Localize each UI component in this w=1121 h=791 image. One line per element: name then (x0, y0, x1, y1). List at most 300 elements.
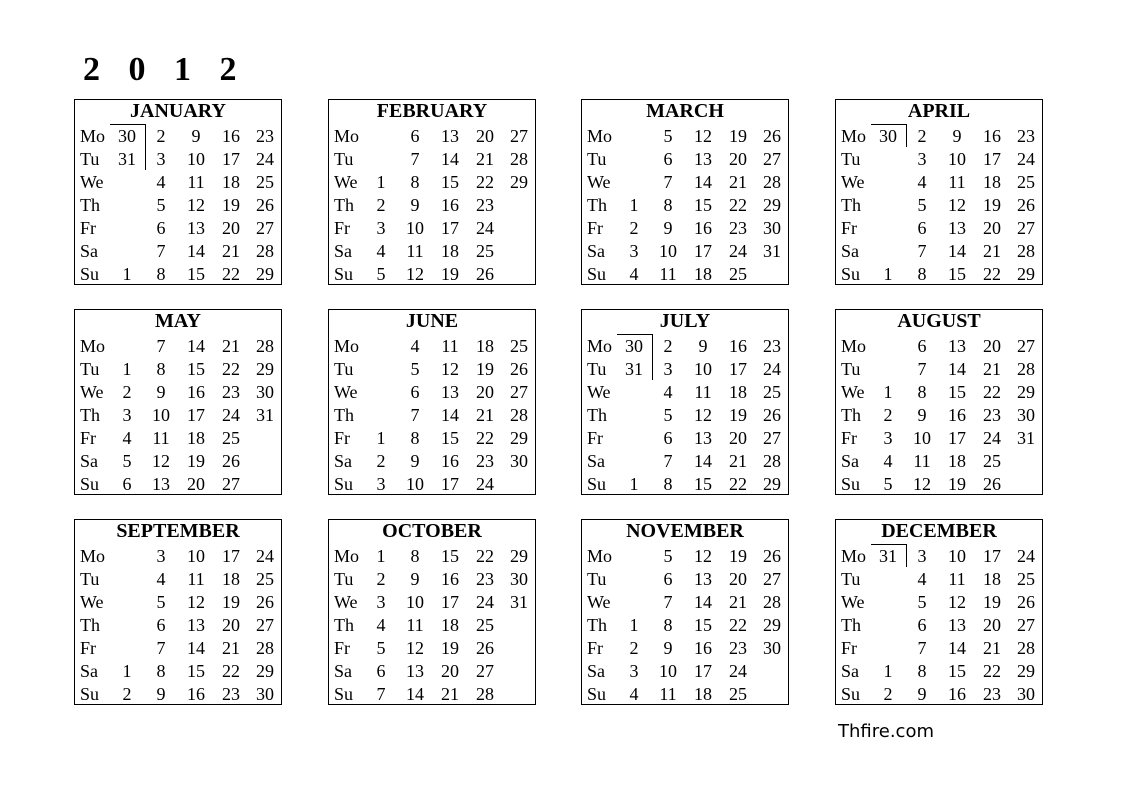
date-cell: 21 (222, 241, 240, 261)
date-cell: 10 (913, 428, 931, 448)
date-cell: 31 (118, 149, 136, 169)
weekday-label: Sa (80, 241, 98, 261)
weekday-label: We (841, 172, 865, 192)
date-cell: 8 (410, 172, 420, 192)
date-cell: 23 (476, 451, 494, 471)
weekday-label: Sa (841, 241, 859, 261)
date-cell: 2 (883, 405, 893, 425)
month-name: SEPTEMBER (116, 520, 240, 542)
date-cell: 27 (256, 615, 274, 635)
date-cell: 12 (694, 126, 712, 146)
date-cell: 4 (629, 684, 639, 704)
date-cell: 17 (729, 359, 747, 379)
date-cell: 19 (983, 195, 1001, 215)
date-cell: 26 (983, 474, 1001, 494)
week-row (75, 473, 281, 496)
week-row (75, 171, 281, 194)
overflow-marker-top (871, 124, 906, 125)
date-cell: 18 (983, 172, 1001, 192)
week-row (75, 240, 281, 263)
date-cell: 3 (156, 149, 166, 169)
date-cell: 26 (1017, 592, 1035, 612)
date-cell: 14 (187, 336, 205, 356)
date-cell: 18 (476, 336, 494, 356)
date-cell: 20 (729, 569, 747, 589)
weekday-label: Fr (80, 218, 97, 238)
date-cell: 23 (983, 684, 1001, 704)
week-row (582, 217, 788, 240)
weekday-label: Su (334, 264, 354, 284)
weekday-label: Su (80, 684, 100, 704)
weekday-label: Mo (841, 126, 867, 146)
overflow-marker-side (652, 334, 653, 380)
date-cell: 10 (659, 661, 677, 681)
week-row (75, 545, 281, 568)
date-cell: 2 (917, 126, 927, 146)
date-cell: 16 (222, 126, 240, 146)
date-cell: 1 (122, 359, 132, 379)
week-row (836, 545, 1042, 568)
weekday-label: Mo (587, 546, 613, 566)
date-cell: 3 (122, 405, 132, 425)
weekday-label: Su (841, 264, 861, 284)
date-cell: 12 (694, 546, 712, 566)
date-cell: 2 (122, 382, 132, 402)
weekday-label: Sa (587, 451, 605, 471)
date-cell: 15 (441, 428, 459, 448)
week-row (329, 660, 535, 683)
date-cell: 5 (917, 195, 927, 215)
date-cell: 7 (663, 172, 673, 192)
date-cell: 29 (1017, 661, 1035, 681)
week-row (582, 614, 788, 637)
date-cell: 5 (410, 359, 420, 379)
date-cell: 12 (187, 592, 205, 612)
date-cell: 22 (222, 661, 240, 681)
date-cell: 4 (629, 264, 639, 284)
month-name: DECEMBER (881, 520, 997, 542)
week-row (329, 450, 535, 473)
date-cell: 11 (913, 451, 931, 471)
weekday-label: Fr (841, 428, 858, 448)
date-cell: 21 (729, 592, 747, 612)
weekday-label: We (841, 382, 865, 402)
date-cell: 5 (663, 126, 673, 146)
date-cell: 30 (1017, 405, 1035, 425)
date-cell: 31 (625, 359, 643, 379)
date-cell: 17 (948, 428, 966, 448)
weekday-label: We (334, 382, 358, 402)
date-cell: 14 (948, 359, 966, 379)
week-row (75, 217, 281, 240)
weekday-label: Su (587, 474, 607, 494)
date-cell: 3 (629, 661, 639, 681)
date-cell: 9 (410, 451, 420, 471)
week-row (75, 568, 281, 591)
date-cell: 5 (917, 592, 927, 612)
weekday-label: Mo (841, 546, 867, 566)
date-cell: 16 (187, 382, 205, 402)
date-cell: 21 (441, 684, 459, 704)
weekday-label: Sa (841, 661, 859, 681)
date-cell: 26 (510, 359, 528, 379)
date-cell: 25 (476, 615, 494, 635)
date-cell: 8 (663, 474, 673, 494)
date-cell: 4 (883, 451, 893, 471)
weekday-label: Th (334, 405, 354, 425)
date-cell: 25 (729, 264, 747, 284)
date-cell: 12 (152, 451, 170, 471)
date-cell: 7 (917, 359, 927, 379)
date-cell: 22 (729, 474, 747, 494)
date-cell: 19 (948, 474, 966, 494)
date-cell: 1 (629, 474, 639, 494)
date-cell: 11 (441, 336, 459, 356)
date-cell: 26 (763, 405, 781, 425)
date-cell: 19 (441, 638, 459, 658)
month-february (328, 99, 536, 285)
date-cell: 22 (222, 264, 240, 284)
date-cell: 18 (694, 264, 712, 284)
week-row (836, 427, 1042, 450)
date-cell: 11 (187, 569, 205, 589)
date-cell: 24 (256, 149, 274, 169)
date-cell: 30 (256, 382, 274, 402)
date-cell: 8 (156, 661, 166, 681)
week-row (582, 171, 788, 194)
date-cell: 30 (510, 569, 528, 589)
date-cell: 26 (256, 592, 274, 612)
week-row (329, 358, 535, 381)
date-cell: 14 (948, 638, 966, 658)
date-cell: 19 (729, 546, 747, 566)
week-row (329, 591, 535, 614)
date-cell: 14 (406, 684, 424, 704)
date-cell: 10 (406, 474, 424, 494)
date-cell: 28 (763, 592, 781, 612)
month-name: FEBRUARY (376, 100, 488, 122)
date-cell: 21 (983, 638, 1001, 658)
weekday-label: Sa (334, 661, 352, 681)
weekday-label: Su (334, 474, 354, 494)
date-cell: 16 (729, 336, 747, 356)
date-cell: 11 (187, 172, 205, 192)
week-row (75, 194, 281, 217)
date-cell: 21 (476, 405, 494, 425)
date-cell: 9 (156, 382, 166, 402)
date-cell: 15 (948, 382, 966, 402)
date-cell: 30 (879, 126, 897, 146)
week-row (836, 194, 1042, 217)
date-cell: 15 (694, 615, 712, 635)
date-cell: 15 (187, 661, 205, 681)
week-row (329, 614, 535, 637)
date-cell: 11 (694, 382, 712, 402)
date-cell: 1 (376, 172, 386, 192)
weekday-label: Sa (587, 661, 605, 681)
weekday-label: Fr (334, 638, 351, 658)
date-cell: 11 (948, 172, 966, 192)
weekday-label: Mo (80, 336, 106, 356)
weekday-label: Th (587, 405, 607, 425)
date-cell: 20 (983, 336, 1001, 356)
weekday-label: Sa (587, 241, 605, 261)
date-cell: 13 (948, 615, 966, 635)
date-cell: 1 (883, 661, 893, 681)
date-cell: 28 (1017, 241, 1035, 261)
date-cell: 28 (1017, 359, 1035, 379)
date-cell: 27 (256, 218, 274, 238)
date-cell: 11 (948, 569, 966, 589)
date-cell: 1 (883, 264, 893, 284)
weekday-label: Tu (80, 149, 100, 169)
weekday-label: Mo (841, 336, 867, 356)
date-cell: 3 (917, 546, 927, 566)
date-cell: 20 (441, 661, 459, 681)
date-cell: 10 (948, 546, 966, 566)
date-cell: 27 (763, 428, 781, 448)
overflow-marker-side (906, 124, 907, 147)
date-cell: 12 (406, 638, 424, 658)
week-row (836, 614, 1042, 637)
week-row (836, 381, 1042, 404)
date-cell: 12 (187, 195, 205, 215)
date-cell: 25 (1017, 569, 1035, 589)
date-cell: 8 (663, 195, 673, 215)
date-cell: 12 (948, 592, 966, 612)
week-row (836, 637, 1042, 660)
date-cell: 19 (441, 264, 459, 284)
overflow-marker-top (871, 544, 906, 545)
date-cell: 4 (917, 569, 927, 589)
date-cell: 14 (694, 172, 712, 192)
weekday-label: Th (80, 195, 100, 215)
date-cell: 18 (187, 428, 205, 448)
weekday-label: Mo (587, 126, 613, 146)
weekday-label: We (80, 382, 104, 402)
month-name: NOVEMBER (626, 520, 744, 542)
date-cell: 24 (729, 661, 747, 681)
date-cell: 29 (1017, 382, 1035, 402)
weekday-label: Fr (587, 428, 604, 448)
date-cell: 15 (187, 359, 205, 379)
date-cell: 29 (510, 172, 528, 192)
month-name: APRIL (907, 100, 971, 122)
date-cell: 2 (122, 684, 132, 704)
week-row (329, 473, 535, 496)
date-cell: 19 (476, 359, 494, 379)
date-cell: 20 (222, 615, 240, 635)
week-row (582, 591, 788, 614)
week-row (329, 404, 535, 427)
date-cell: 22 (983, 661, 1001, 681)
date-cell: 18 (729, 382, 747, 402)
date-cell: 28 (476, 684, 494, 704)
date-cell: 8 (410, 546, 420, 566)
date-cell: 30 (625, 336, 643, 356)
date-cell: 22 (983, 264, 1001, 284)
date-cell: 5 (122, 451, 132, 471)
date-cell: 21 (983, 359, 1001, 379)
date-cell: 10 (694, 359, 712, 379)
date-cell: 27 (763, 569, 781, 589)
week-row (836, 240, 1042, 263)
date-cell: 14 (187, 638, 205, 658)
date-cell: 8 (917, 382, 927, 402)
date-cell: 13 (406, 661, 424, 681)
date-cell: 18 (694, 684, 712, 704)
date-cell: 29 (763, 195, 781, 215)
date-cell: 4 (410, 336, 420, 356)
date-cell: 9 (156, 684, 166, 704)
date-cell: 13 (441, 382, 459, 402)
date-cell: 8 (663, 615, 673, 635)
date-cell: 6 (156, 218, 166, 238)
date-cell: 7 (917, 241, 927, 261)
week-row (582, 148, 788, 171)
week-row (329, 637, 535, 660)
week-row (836, 404, 1042, 427)
weekday-label: Tu (841, 149, 861, 169)
week-row (75, 450, 281, 473)
weekday-label: Th (587, 195, 607, 215)
date-cell: 31 (510, 592, 528, 612)
weekday-label: Fr (841, 218, 858, 238)
date-cell: 2 (629, 218, 639, 238)
date-cell: 15 (948, 264, 966, 284)
date-cell: 13 (694, 569, 712, 589)
month-april (835, 99, 1043, 285)
date-cell: 12 (694, 405, 712, 425)
date-cell: 23 (729, 218, 747, 238)
weekday-label: We (80, 592, 104, 612)
week-row (75, 614, 281, 637)
date-cell: 28 (763, 172, 781, 192)
date-cell: 25 (983, 451, 1001, 471)
date-cell: 26 (476, 264, 494, 284)
date-cell: 10 (152, 405, 170, 425)
date-cell: 13 (441, 126, 459, 146)
date-cell: 21 (222, 638, 240, 658)
weekday-label: We (334, 172, 358, 192)
date-cell: 7 (376, 684, 386, 704)
date-cell: 15 (694, 474, 712, 494)
date-cell: 5 (156, 592, 166, 612)
month-july (581, 309, 789, 495)
date-cell: 3 (376, 592, 386, 612)
date-cell: 30 (1017, 684, 1035, 704)
date-cell: 10 (187, 546, 205, 566)
date-cell: 6 (663, 569, 673, 589)
date-cell: 23 (222, 684, 240, 704)
weekday-label: Fr (334, 428, 351, 448)
date-cell: 5 (883, 474, 893, 494)
date-cell: 20 (729, 149, 747, 169)
date-cell: 24 (983, 428, 1001, 448)
date-cell: 27 (1017, 615, 1035, 635)
overflow-marker-top (617, 334, 652, 335)
weekday-label: Su (80, 474, 100, 494)
date-cell: 16 (948, 405, 966, 425)
weekday-label: Mo (334, 336, 360, 356)
date-cell: 28 (256, 241, 274, 261)
date-cell: 4 (917, 172, 927, 192)
date-cell: 20 (476, 126, 494, 146)
month-name: JANUARY (130, 100, 226, 122)
date-cell: 14 (694, 592, 712, 612)
weekday-label: Tu (587, 359, 607, 379)
weekday-label: Fr (841, 638, 858, 658)
date-cell: 7 (410, 405, 420, 425)
date-cell: 17 (983, 149, 1001, 169)
date-cell: 24 (763, 359, 781, 379)
month-october (328, 519, 536, 705)
date-cell: 24 (256, 546, 274, 566)
date-cell: 10 (406, 592, 424, 612)
date-cell: 7 (663, 451, 673, 471)
weekday-label: We (80, 172, 104, 192)
date-cell: 29 (510, 546, 528, 566)
week-row (836, 335, 1042, 358)
date-cell: 4 (122, 428, 132, 448)
date-cell: 24 (476, 592, 494, 612)
date-cell: 15 (694, 195, 712, 215)
date-cell: 2 (156, 126, 166, 146)
date-cell: 23 (983, 405, 1001, 425)
date-cell: 8 (156, 264, 166, 284)
date-cell: 23 (763, 336, 781, 356)
week-row (582, 194, 788, 217)
date-cell: 19 (187, 451, 205, 471)
date-cell: 17 (222, 546, 240, 566)
date-cell: 19 (729, 126, 747, 146)
date-cell: 13 (187, 218, 205, 238)
date-cell: 15 (948, 661, 966, 681)
date-cell: 24 (1017, 149, 1035, 169)
date-cell: 6 (122, 474, 132, 494)
date-cell: 12 (406, 264, 424, 284)
date-cell: 15 (441, 172, 459, 192)
date-cell: 23 (729, 638, 747, 658)
date-cell: 29 (256, 661, 274, 681)
date-cell: 25 (256, 569, 274, 589)
weekday-label: Th (841, 195, 861, 215)
weekday-label: We (841, 592, 865, 612)
date-cell: 8 (410, 428, 420, 448)
month-name: JULY (659, 310, 711, 332)
week-row (75, 683, 281, 706)
date-cell: 5 (663, 546, 673, 566)
date-cell: 22 (476, 172, 494, 192)
date-cell: 14 (187, 241, 205, 261)
weekday-label: Tu (587, 569, 607, 589)
weekday-label: Tu (587, 149, 607, 169)
date-cell: 16 (441, 451, 459, 471)
week-row (836, 568, 1042, 591)
date-cell: 9 (663, 218, 673, 238)
date-cell: 6 (917, 336, 927, 356)
date-cell: 17 (441, 218, 459, 238)
date-cell: 17 (187, 405, 205, 425)
date-cell: 25 (729, 684, 747, 704)
date-cell: 18 (983, 569, 1001, 589)
date-cell: 24 (476, 218, 494, 238)
date-cell: 7 (156, 336, 166, 356)
week-row (582, 568, 788, 591)
date-cell: 26 (763, 126, 781, 146)
date-cell: 23 (476, 569, 494, 589)
date-cell: 5 (663, 405, 673, 425)
